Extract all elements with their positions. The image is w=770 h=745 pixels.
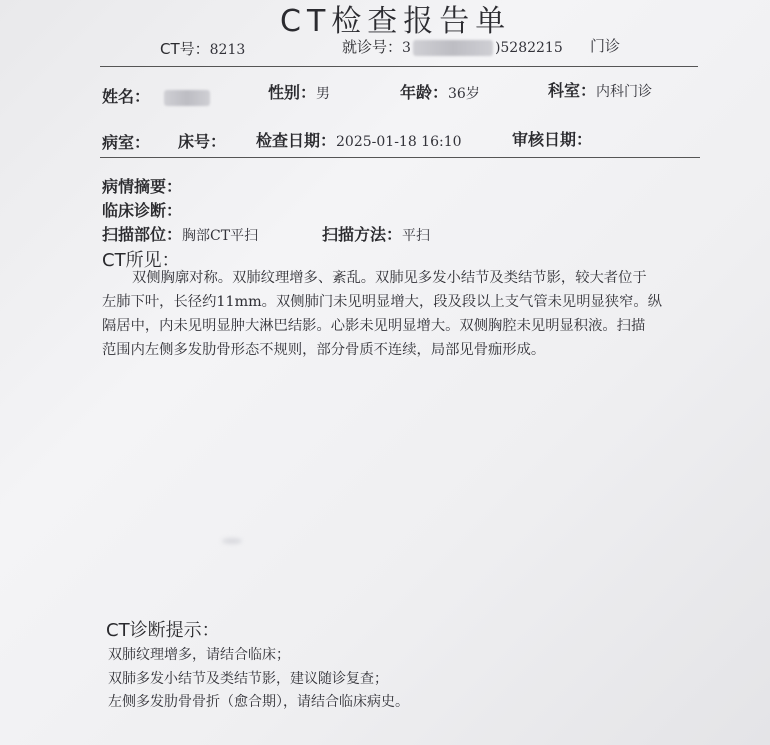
findings-line: 双侧胸廓对称。双肺纹理增多、紊乱。双肺见多发小结节及类结节影，较大者位于 [132, 270, 647, 286]
name-label: 姓名： [102, 87, 151, 106]
ward-label: 病室： [102, 133, 151, 152]
visit-number-prefix: 3 [402, 40, 411, 56]
report-title: CT检查报告单 [280, 4, 512, 39]
patient-divider [100, 157, 700, 158]
age-value: 36岁 [448, 86, 480, 102]
visit-number [342, 36, 563, 57]
diagnosis-title: CT诊断提示： [106, 620, 220, 641]
exam-date-value: 2025-01-18 16:10 [336, 134, 462, 150]
age-label: 年龄： [400, 83, 449, 102]
ct-number-value: 8213 [209, 42, 246, 58]
scan-method-value: 平扫 [402, 228, 431, 244]
summary-label: 病情摘要： [102, 177, 183, 196]
redacted-visit-number [413, 40, 493, 56]
diagnosis-line: 左侧多发肋骨骨折（愈合期），请结合临床病史。 [108, 694, 409, 710]
visit-number-label: 就诊号： [342, 38, 403, 56]
sex-label: 性别： [268, 83, 317, 102]
ct-number-label: CT号： [160, 40, 210, 58]
visit-type: 门诊 [590, 37, 621, 55]
scan-method-label: 扫描方法： [322, 225, 403, 244]
clinical-dx-label: 临床诊断： [102, 201, 183, 220]
exam-date-label: 检查日期： [256, 131, 337, 150]
exam-date [256, 128, 462, 151]
scan-method [322, 222, 430, 245]
dept-value: 内科门诊 [596, 84, 653, 100]
review-date-label: 审核日期： [512, 130, 593, 149]
scan-part-label: 扫描部位： [102, 225, 183, 244]
redacted-name [164, 90, 210, 106]
findings-line: 隔居中，内未见明显肿大淋巴结影。心影未见明显增大。双侧胸腔未见明显积液。扫描 [102, 318, 646, 334]
diagnosis-line: 双肺多发小结节及类结节影，建议随诊复查； [108, 671, 388, 687]
sex-value: 男 [316, 86, 331, 102]
patient-name [102, 84, 210, 107]
paper-smudge [222, 538, 242, 544]
patient-age [400, 80, 480, 103]
ct-number [160, 38, 245, 59]
findings-line: 左肺下叶，长径约11mm。双侧肺门未见明显增大，段及段以上支气管未见明显狭窄。纵 [102, 294, 662, 310]
findings-title: CT所见： [102, 250, 180, 271]
diagnosis-line: 双肺纹理增多，请结合临床； [108, 647, 290, 663]
scan-part [102, 222, 258, 245]
header-divider [100, 66, 698, 67]
findings-text [102, 266, 708, 362]
dept-label: 科室： [548, 81, 597, 100]
patient-sex [268, 80, 330, 103]
findings-line: 范围内左侧多发肋骨形态不规则，部分骨质不连续，局部见骨痂形成。 [102, 342, 546, 358]
bed-label: 床号： [178, 132, 227, 151]
visit-number-suffix: )5282215 [494, 40, 563, 56]
scan-part-value: 胸部CT平扫 [182, 228, 259, 244]
patient-dept [548, 78, 652, 101]
